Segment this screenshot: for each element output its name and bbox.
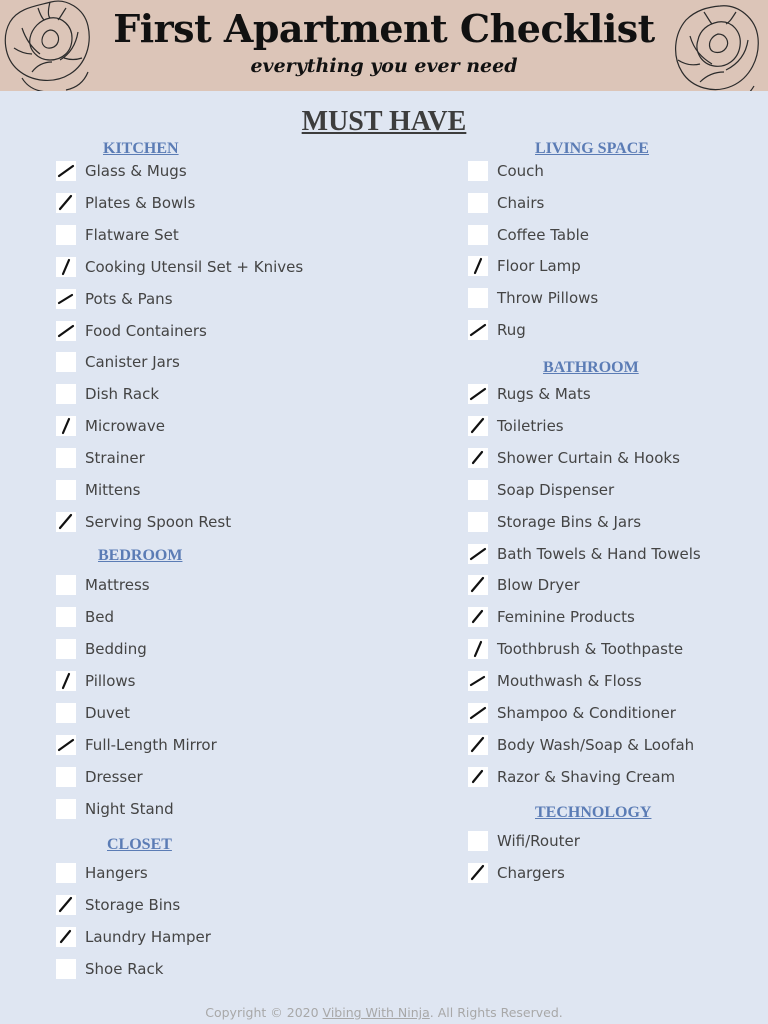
copyright-text: Copyright © 2020 xyxy=(205,1005,323,1020)
checkbox-checked[interactable] xyxy=(468,607,488,627)
checkbox-checked[interactable] xyxy=(56,161,76,181)
check-mark-icon xyxy=(468,384,488,404)
page-subtitle: everything you ever need xyxy=(250,55,518,77)
check-mark-icon xyxy=(468,575,488,595)
checklist-item-label: Bed xyxy=(85,608,115,626)
checklist-item-label: Coffee Table xyxy=(497,225,589,244)
checkbox-checked[interactable] xyxy=(468,639,488,659)
check-mark-icon xyxy=(56,735,76,755)
checkbox-unchecked[interactable] xyxy=(56,863,76,883)
checklist-item-label: Duvet xyxy=(85,704,131,722)
check-mark-icon xyxy=(56,927,76,947)
check-mark-icon xyxy=(468,703,488,723)
checklist-item-label: Dresser xyxy=(85,768,143,786)
checkbox-checked[interactable] xyxy=(56,416,76,436)
checkbox-unchecked[interactable] xyxy=(56,607,76,627)
checklist-item-label: Chargers xyxy=(497,864,565,882)
check-mark-icon xyxy=(56,193,76,213)
check-mark-icon xyxy=(56,321,76,341)
check-mark-icon xyxy=(56,416,76,436)
checkbox-checked[interactable] xyxy=(56,895,76,915)
checklist-item-label: Blow Dryer xyxy=(497,576,580,595)
checklist-item-label: Full-Length Mirror xyxy=(85,736,217,754)
check-mark-icon xyxy=(468,639,488,659)
checklist-item-label: Mittens xyxy=(85,481,141,499)
checklist-item-label: Microwave xyxy=(85,417,165,436)
checkbox-unchecked[interactable] xyxy=(56,384,76,404)
check-mark-icon xyxy=(468,416,488,436)
checklist-item-label: Pots & Pans xyxy=(85,289,173,308)
checklist-item-label: Toiletries xyxy=(497,416,564,435)
checklist-item-label: Feminine Products xyxy=(497,608,635,627)
checkbox-unchecked[interactable] xyxy=(56,639,76,659)
checkbox-checked[interactable] xyxy=(468,320,488,340)
checkbox-checked[interactable] xyxy=(468,256,488,276)
checklist-item-label: Razor & Shaving Cream xyxy=(497,767,676,786)
checklist-item-label: Serving Spoon Rest xyxy=(85,512,232,531)
checkbox-unchecked[interactable] xyxy=(56,767,76,787)
checkbox-unchecked[interactable] xyxy=(468,288,488,308)
category-heading-bedroom: BEDROOM xyxy=(98,547,183,564)
checklist-item-label: Throw Pillows xyxy=(497,289,599,308)
check-mark-icon xyxy=(468,735,488,755)
vibing-with-ninja-link[interactable]: Vibing With Ninja xyxy=(322,1005,430,1020)
checkbox-checked[interactable] xyxy=(468,575,488,595)
checkbox-unchecked[interactable] xyxy=(56,225,76,245)
check-mark-icon xyxy=(468,671,488,691)
check-mark-icon xyxy=(468,320,488,340)
checklist-item-label: Storage Bins xyxy=(85,896,181,914)
checkbox-checked[interactable] xyxy=(468,863,488,883)
checkbox-unchecked[interactable] xyxy=(468,161,488,181)
checkbox-checked[interactable] xyxy=(56,321,76,341)
checkbox-unchecked[interactable] xyxy=(56,799,76,819)
category-heading-kitchen: KITCHEN xyxy=(103,140,179,157)
check-mark-icon xyxy=(468,607,488,627)
checkbox-checked[interactable] xyxy=(468,384,488,404)
checklist-item-label: Canister Jars xyxy=(85,353,180,372)
checklist-item-label: Flatware Set xyxy=(85,225,179,244)
page-title: First Apartment Checklist xyxy=(113,6,655,51)
checkbox-unchecked[interactable] xyxy=(468,225,488,245)
checklist-item-label: Mattress xyxy=(85,576,150,594)
category-heading-closet: CLOSET xyxy=(107,836,172,853)
check-mark-icon xyxy=(56,671,76,691)
rights-text: . All Rights Reserved. xyxy=(429,1005,563,1020)
checkbox-unchecked[interactable] xyxy=(468,512,488,532)
checkbox-checked[interactable] xyxy=(56,257,76,277)
checklist-item-label: Plates & Bowls xyxy=(85,193,196,212)
category-heading-living-space: LIVING SPACE xyxy=(535,140,649,157)
checklist-item-label: Body Wash/Soap & Loofah xyxy=(497,735,695,754)
checklist-item-label: Laundry Hamper xyxy=(85,928,211,946)
must-have-heading: MUST HAVE xyxy=(301,106,467,137)
checklist-item-label: Night Stand xyxy=(85,800,174,818)
checklist-item-label: Pillows xyxy=(85,672,136,690)
checklist-item-label: Bath Towels & Hand Towels xyxy=(497,544,701,563)
checkbox-checked[interactable] xyxy=(468,671,488,691)
checklist-item-label: Bedding xyxy=(85,640,147,658)
checkbox-unchecked[interactable] xyxy=(468,831,488,851)
checklist-item-label: Shoe Rack xyxy=(85,960,164,978)
check-mark-icon xyxy=(56,289,76,309)
check-mark-icon xyxy=(56,512,76,532)
category-heading-bathroom: BATHROOM xyxy=(543,359,639,376)
checkbox-unchecked[interactable] xyxy=(468,193,488,213)
checkbox-unchecked[interactable] xyxy=(56,448,76,468)
checkbox-unchecked[interactable] xyxy=(56,480,76,500)
checklist-item-label: Wifi/Router xyxy=(497,832,580,850)
checkbox-unchecked[interactable] xyxy=(468,480,488,500)
checklist-item-label: Storage Bins & Jars xyxy=(497,512,642,531)
checklist-item-label: Rug xyxy=(497,321,526,339)
checkbox-checked[interactable] xyxy=(56,289,76,309)
checkbox-checked[interactable] xyxy=(468,416,488,436)
checklist-item-label: Toothbrush & Toothpaste xyxy=(497,640,684,659)
checkbox-unchecked[interactable] xyxy=(56,703,76,723)
checkbox-checked[interactable] xyxy=(468,448,488,468)
checklist-item-label: Food Containers xyxy=(85,321,207,340)
check-mark-icon xyxy=(468,448,488,468)
checkbox-checked[interactable] xyxy=(468,703,488,723)
checkbox-unchecked[interactable] xyxy=(56,959,76,979)
checklist-item-label: Couch xyxy=(497,162,544,180)
check-mark-icon xyxy=(56,895,76,915)
checklist-item-label: Cooking Utensil Set + Knives xyxy=(85,257,304,276)
checklist-item-label: Dish Rack xyxy=(85,385,160,404)
category-heading-technology: TECHNOLOGY xyxy=(535,804,652,821)
checklist-item-label: Chairs xyxy=(497,193,545,212)
checklist-item-label: Shampoo & Conditioner xyxy=(497,704,676,722)
copyright-footer xyxy=(0,1005,768,1020)
checklist-item-label: Glass & Mugs xyxy=(85,162,187,180)
checklist-item-label: Soap Dispenser xyxy=(497,480,615,499)
checkbox-checked[interactable] xyxy=(56,735,76,755)
checklist-item-label: Mouthwash & Floss xyxy=(497,672,642,691)
checkbox-checked[interactable] xyxy=(468,544,488,564)
checkbox-checked[interactable] xyxy=(56,671,76,691)
checkbox-checked[interactable] xyxy=(56,512,76,532)
checklist-item-label: Floor Lamp xyxy=(497,257,581,276)
checkbox-checked[interactable] xyxy=(468,767,488,787)
checklist-item-label: Hangers xyxy=(85,864,148,882)
check-mark-icon xyxy=(468,544,488,564)
check-mark-icon xyxy=(468,767,488,787)
checklist-item-label: Shower Curtain & Hooks xyxy=(497,448,680,467)
checklist-item-label: Strainer xyxy=(85,449,145,468)
checkbox-unchecked[interactable] xyxy=(56,352,76,372)
check-mark-icon xyxy=(468,863,488,883)
checklist-item-label: Rugs & Mats xyxy=(497,385,591,403)
checkbox-checked[interactable] xyxy=(468,735,488,755)
checkbox-unchecked[interactable] xyxy=(56,575,76,595)
checkbox-checked[interactable] xyxy=(56,193,76,213)
checkbox-checked[interactable] xyxy=(56,927,76,947)
check-mark-icon xyxy=(468,256,488,276)
check-mark-icon xyxy=(56,161,76,181)
check-mark-icon xyxy=(56,257,76,277)
header-banner xyxy=(0,0,768,91)
